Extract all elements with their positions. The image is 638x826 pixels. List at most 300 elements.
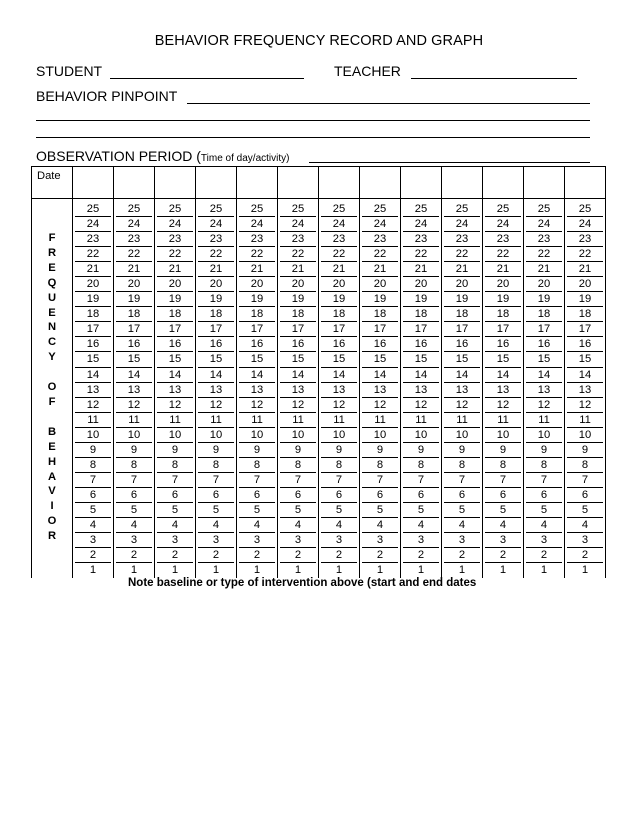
- frequency-value[interactable]: 16: [360, 337, 400, 352]
- date-cell[interactable]: [196, 167, 237, 199]
- frequency-value[interactable]: 24: [401, 217, 441, 232]
- frequency-value[interactable]: 1: [171, 564, 179, 577]
- frequency-value[interactable]: 10: [524, 428, 564, 443]
- frequency-value[interactable]: 21: [360, 262, 400, 277]
- frequency-value[interactable]: 14: [442, 368, 482, 383]
- frequency-value[interactable]: 24: [196, 217, 236, 232]
- frequency-value[interactable]: 25: [196, 202, 236, 217]
- frequency-value[interactable]: 19: [483, 292, 523, 307]
- frequency-value[interactable]: 2: [114, 548, 154, 563]
- frequency-value[interactable]: 6: [114, 488, 154, 503]
- frequency-value[interactable]: 15: [360, 352, 400, 367]
- frequency-value[interactable]: 8: [319, 458, 359, 473]
- frequency-value[interactable]: 14: [73, 368, 113, 383]
- frequency-value[interactable]: 18: [237, 307, 277, 322]
- frequency-value[interactable]: 25: [442, 202, 482, 217]
- frequency-value[interactable]: 20: [483, 277, 523, 292]
- date-cell[interactable]: [360, 167, 401, 199]
- frequency-value[interactable]: 12: [319, 398, 359, 413]
- frequency-value[interactable]: 6: [565, 488, 605, 503]
- frequency-value[interactable]: 15: [401, 352, 441, 367]
- frequency-value[interactable]: 23: [565, 232, 605, 247]
- frequency-value[interactable]: 21: [565, 262, 605, 277]
- frequency-value[interactable]: 22: [114, 247, 154, 262]
- frequency-value[interactable]: 20: [524, 277, 564, 292]
- frequency-value[interactable]: 25: [155, 202, 195, 217]
- frequency-value[interactable]: 25: [319, 202, 359, 217]
- frequency-value[interactable]: 24: [155, 217, 195, 232]
- frequency-value[interactable]: 1: [89, 564, 97, 577]
- frequency-value[interactable]: 1: [581, 564, 589, 577]
- frequency-value[interactable]: 7: [155, 473, 195, 488]
- frequency-value[interactable]: 17: [237, 322, 277, 337]
- frequency-value[interactable]: 19: [442, 292, 482, 307]
- frequency-value[interactable]: 8: [114, 458, 154, 473]
- frequency-value[interactable]: 11: [114, 413, 154, 428]
- frequency-value[interactable]: 12: [73, 398, 113, 413]
- frequency-value[interactable]: 1: [540, 564, 548, 577]
- frequency-value[interactable]: 24: [442, 217, 482, 232]
- frequency-value[interactable]: 19: [237, 292, 277, 307]
- frequency-value[interactable]: 11: [73, 413, 113, 428]
- frequency-value[interactable]: 18: [73, 307, 113, 322]
- frequency-value[interactable]: 13: [237, 383, 277, 398]
- frequency-value[interactable]: 6: [278, 488, 318, 503]
- frequency-value[interactable]: 24: [360, 217, 400, 232]
- frequency-value[interactable]: 18: [155, 307, 195, 322]
- frequency-value[interactable]: 5: [442, 503, 482, 518]
- frequency-value[interactable]: 16: [565, 337, 605, 352]
- frequency-value[interactable]: 21: [114, 262, 154, 277]
- frequency-value[interactable]: 5: [73, 503, 113, 518]
- behavior-pinpoint-line-2[interactable]: [36, 120, 590, 121]
- frequency-value[interactable]: 3: [278, 533, 318, 548]
- frequency-value[interactable]: 14: [524, 368, 564, 383]
- frequency-value[interactable]: 1: [376, 564, 384, 577]
- frequency-value[interactable]: 25: [73, 202, 113, 217]
- frequency-value[interactable]: 19: [360, 292, 400, 307]
- frequency-value[interactable]: 13: [401, 383, 441, 398]
- date-cell[interactable]: [401, 167, 442, 199]
- frequency-value[interactable]: 18: [483, 307, 523, 322]
- frequency-value[interactable]: 14: [360, 368, 400, 383]
- frequency-value[interactable]: 20: [565, 277, 605, 292]
- frequency-value[interactable]: 20: [237, 277, 277, 292]
- frequency-value[interactable]: 10: [278, 428, 318, 443]
- frequency-value[interactable]: 13: [483, 383, 523, 398]
- frequency-value[interactable]: 21: [401, 262, 441, 277]
- frequency-value[interactable]: 16: [114, 337, 154, 352]
- frequency-value[interactable]: 21: [442, 262, 482, 277]
- frequency-value[interactable]: 21: [155, 262, 195, 277]
- frequency-value[interactable]: 23: [483, 232, 523, 247]
- frequency-value[interactable]: 2: [401, 548, 441, 563]
- frequency-value[interactable]: 22: [73, 247, 113, 262]
- frequency-value[interactable]: 8: [442, 458, 482, 473]
- frequency-value[interactable]: 16: [237, 337, 277, 352]
- frequency-value[interactable]: 6: [73, 488, 113, 503]
- frequency-value[interactable]: 18: [278, 307, 318, 322]
- frequency-value[interactable]: 8: [196, 458, 236, 473]
- frequency-value[interactable]: 23: [237, 232, 277, 247]
- frequency-value[interactable]: 23: [155, 232, 195, 247]
- frequency-value[interactable]: 10: [237, 428, 277, 443]
- frequency-value[interactable]: 15: [237, 352, 277, 367]
- frequency-value[interactable]: 12: [237, 398, 277, 413]
- frequency-value[interactable]: 23: [196, 232, 236, 247]
- frequency-value[interactable]: 17: [155, 322, 195, 337]
- frequency-value[interactable]: 14: [483, 368, 523, 383]
- frequency-value[interactable]: 2: [319, 548, 359, 563]
- frequency-value[interactable]: 9: [196, 443, 236, 458]
- frequency-value[interactable]: 8: [565, 458, 605, 473]
- frequency-value[interactable]: 6: [196, 488, 236, 503]
- frequency-value[interactable]: 20: [360, 277, 400, 292]
- frequency-value[interactable]: 2: [442, 548, 482, 563]
- date-cell[interactable]: [319, 167, 360, 199]
- frequency-value[interactable]: 11: [360, 413, 400, 428]
- frequency-value[interactable]: 2: [360, 548, 400, 563]
- date-cell[interactable]: [483, 167, 524, 199]
- frequency-value[interactable]: 8: [237, 458, 277, 473]
- frequency-value[interactable]: 5: [360, 503, 400, 518]
- behavior-pinpoint-line-3[interactable]: [36, 137, 590, 138]
- frequency-value[interactable]: 19: [401, 292, 441, 307]
- frequency-value[interactable]: 19: [319, 292, 359, 307]
- frequency-value[interactable]: 13: [360, 383, 400, 398]
- frequency-value[interactable]: 13: [442, 383, 482, 398]
- frequency-value[interactable]: 9: [565, 443, 605, 458]
- frequency-value[interactable]: 5: [114, 503, 154, 518]
- frequency-value[interactable]: 12: [278, 398, 318, 413]
- frequency-value[interactable]: 17: [319, 322, 359, 337]
- frequency-value[interactable]: 1: [458, 564, 466, 577]
- teacher-field[interactable]: [411, 78, 577, 79]
- frequency-value[interactable]: 17: [360, 322, 400, 337]
- frequency-value[interactable]: 12: [196, 398, 236, 413]
- date-cell[interactable]: [114, 167, 155, 199]
- frequency-value[interactable]: 10: [565, 428, 605, 443]
- frequency-value[interactable]: 14: [155, 368, 195, 383]
- frequency-value[interactable]: 3: [565, 533, 605, 548]
- frequency-value[interactable]: 17: [401, 322, 441, 337]
- frequency-value[interactable]: 6: [360, 488, 400, 503]
- frequency-value[interactable]: 4: [319, 518, 359, 533]
- date-cell[interactable]: [278, 167, 319, 199]
- frequency-value[interactable]: 23: [524, 232, 564, 247]
- frequency-value[interactable]: 3: [401, 533, 441, 548]
- frequency-value[interactable]: 10: [401, 428, 441, 443]
- frequency-value[interactable]: 22: [401, 247, 441, 262]
- frequency-value[interactable]: 5: [401, 503, 441, 518]
- date-cell[interactable]: [442, 167, 483, 199]
- frequency-value[interactable]: 19: [565, 292, 605, 307]
- frequency-value[interactable]: 13: [155, 383, 195, 398]
- date-cell[interactable]: [155, 167, 196, 199]
- frequency-value[interactable]: 5: [483, 503, 523, 518]
- frequency-value[interactable]: 13: [565, 383, 605, 398]
- frequency-value[interactable]: 6: [319, 488, 359, 503]
- frequency-value[interactable]: 18: [114, 307, 154, 322]
- frequency-value[interactable]: 15: [114, 352, 154, 367]
- frequency-value[interactable]: 1: [212, 564, 220, 577]
- frequency-value[interactable]: 21: [483, 262, 523, 277]
- frequency-value[interactable]: 3: [196, 533, 236, 548]
- frequency-value[interactable]: 18: [401, 307, 441, 322]
- frequency-value[interactable]: 9: [237, 443, 277, 458]
- frequency-value[interactable]: 17: [483, 322, 523, 337]
- frequency-value[interactable]: 9: [524, 443, 564, 458]
- frequency-value[interactable]: 4: [524, 518, 564, 533]
- frequency-value[interactable]: 24: [565, 217, 605, 232]
- frequency-value[interactable]: 5: [237, 503, 277, 518]
- frequency-value[interactable]: 22: [155, 247, 195, 262]
- frequency-value[interactable]: 24: [114, 217, 154, 232]
- frequency-value[interactable]: 21: [73, 262, 113, 277]
- frequency-value[interactable]: 7: [237, 473, 277, 488]
- frequency-value[interactable]: 1: [130, 564, 138, 577]
- frequency-value[interactable]: 17: [442, 322, 482, 337]
- frequency-value[interactable]: 25: [401, 202, 441, 217]
- frequency-value[interactable]: 13: [73, 383, 113, 398]
- frequency-value[interactable]: 11: [401, 413, 441, 428]
- frequency-value[interactable]: 7: [278, 473, 318, 488]
- date-cell[interactable]: [73, 167, 114, 199]
- frequency-value[interactable]: 15: [524, 352, 564, 367]
- frequency-value[interactable]: 17: [114, 322, 154, 337]
- frequency-value[interactable]: 12: [155, 398, 195, 413]
- frequency-value[interactable]: 1: [294, 564, 302, 577]
- frequency-value[interactable]: 4: [196, 518, 236, 533]
- frequency-value[interactable]: 3: [360, 533, 400, 548]
- frequency-value[interactable]: 19: [524, 292, 564, 307]
- frequency-value[interactable]: 4: [360, 518, 400, 533]
- frequency-value[interactable]: 22: [360, 247, 400, 262]
- frequency-value[interactable]: 12: [360, 398, 400, 413]
- frequency-value[interactable]: 6: [237, 488, 277, 503]
- frequency-value[interactable]: 21: [524, 262, 564, 277]
- frequency-value[interactable]: 19: [73, 292, 113, 307]
- frequency-value[interactable]: 24: [237, 217, 277, 232]
- frequency-value[interactable]: 17: [196, 322, 236, 337]
- frequency-value[interactable]: 6: [401, 488, 441, 503]
- frequency-value[interactable]: 13: [196, 383, 236, 398]
- frequency-value[interactable]: 16: [401, 337, 441, 352]
- frequency-value[interactable]: 14: [114, 368, 154, 383]
- frequency-value[interactable]: 22: [565, 247, 605, 262]
- frequency-value[interactable]: 19: [155, 292, 195, 307]
- frequency-value[interactable]: 1: [499, 564, 507, 577]
- frequency-value[interactable]: 7: [524, 473, 564, 488]
- frequency-value[interactable]: 2: [524, 548, 564, 563]
- frequency-value[interactable]: 9: [442, 443, 482, 458]
- frequency-value[interactable]: 10: [196, 428, 236, 443]
- frequency-value[interactable]: 8: [155, 458, 195, 473]
- frequency-value[interactable]: 21: [237, 262, 277, 277]
- frequency-value[interactable]: 7: [565, 473, 605, 488]
- frequency-value[interactable]: 5: [565, 503, 605, 518]
- frequency-value[interactable]: 7: [196, 473, 236, 488]
- frequency-value[interactable]: 9: [319, 443, 359, 458]
- frequency-value[interactable]: 22: [237, 247, 277, 262]
- frequency-value[interactable]: 16: [278, 337, 318, 352]
- frequency-value[interactable]: 15: [73, 352, 113, 367]
- frequency-value[interactable]: 5: [155, 503, 195, 518]
- frequency-value[interactable]: 4: [155, 518, 195, 533]
- frequency-value[interactable]: 4: [401, 518, 441, 533]
- frequency-value[interactable]: 17: [278, 322, 318, 337]
- date-cell[interactable]: [524, 167, 565, 199]
- frequency-value[interactable]: 9: [360, 443, 400, 458]
- frequency-value[interactable]: 1: [253, 564, 261, 577]
- frequency-value[interactable]: 9: [155, 443, 195, 458]
- frequency-value[interactable]: 22: [319, 247, 359, 262]
- frequency-value[interactable]: 9: [278, 443, 318, 458]
- frequency-value[interactable]: 7: [360, 473, 400, 488]
- frequency-value[interactable]: 14: [278, 368, 318, 383]
- frequency-value[interactable]: 11: [196, 413, 236, 428]
- frequency-value[interactable]: 12: [401, 398, 441, 413]
- observation-period-field[interactable]: [309, 162, 590, 163]
- frequency-value[interactable]: 13: [278, 383, 318, 398]
- frequency-value[interactable]: 2: [196, 548, 236, 563]
- frequency-value[interactable]: 10: [319, 428, 359, 443]
- frequency-value[interactable]: 18: [524, 307, 564, 322]
- frequency-value[interactable]: 25: [237, 202, 277, 217]
- frequency-value[interactable]: 24: [524, 217, 564, 232]
- frequency-value[interactable]: 8: [524, 458, 564, 473]
- frequency-value[interactable]: 14: [565, 368, 605, 383]
- frequency-value[interactable]: 6: [442, 488, 482, 503]
- date-cell[interactable]: [237, 167, 278, 199]
- frequency-value[interactable]: 23: [442, 232, 482, 247]
- frequency-value[interactable]: 3: [73, 533, 113, 548]
- frequency-value[interactable]: 11: [483, 413, 523, 428]
- frequency-value[interactable]: 14: [196, 368, 236, 383]
- frequency-value[interactable]: 5: [196, 503, 236, 518]
- frequency-value[interactable]: 14: [401, 368, 441, 383]
- frequency-value[interactable]: 15: [196, 352, 236, 367]
- frequency-value[interactable]: 16: [196, 337, 236, 352]
- frequency-value[interactable]: 7: [483, 473, 523, 488]
- frequency-value[interactable]: 4: [483, 518, 523, 533]
- frequency-value[interactable]: 4: [565, 518, 605, 533]
- frequency-value[interactable]: 2: [278, 548, 318, 563]
- frequency-value[interactable]: 16: [73, 337, 113, 352]
- frequency-value[interactable]: 12: [114, 398, 154, 413]
- frequency-value[interactable]: 21: [196, 262, 236, 277]
- frequency-value[interactable]: 11: [565, 413, 605, 428]
- frequency-value[interactable]: 2: [237, 548, 277, 563]
- date-cell[interactable]: [565, 167, 606, 199]
- frequency-value[interactable]: 16: [442, 337, 482, 352]
- frequency-value[interactable]: 13: [319, 383, 359, 398]
- frequency-value[interactable]: 15: [155, 352, 195, 367]
- frequency-value[interactable]: 23: [114, 232, 154, 247]
- frequency-value[interactable]: 23: [360, 232, 400, 247]
- frequency-value[interactable]: 18: [442, 307, 482, 322]
- frequency-value[interactable]: 22: [278, 247, 318, 262]
- frequency-value[interactable]: 10: [360, 428, 400, 443]
- frequency-value[interactable]: 15: [442, 352, 482, 367]
- frequency-value[interactable]: 20: [73, 277, 113, 292]
- frequency-value[interactable]: 25: [114, 202, 154, 217]
- frequency-value[interactable]: 20: [278, 277, 318, 292]
- frequency-value[interactable]: 6: [155, 488, 195, 503]
- frequency-value[interactable]: 15: [278, 352, 318, 367]
- frequency-value[interactable]: 20: [319, 277, 359, 292]
- frequency-value[interactable]: 4: [237, 518, 277, 533]
- frequency-value[interactable]: 1: [335, 564, 343, 577]
- frequency-value[interactable]: 1: [417, 564, 425, 577]
- frequency-value[interactable]: 17: [524, 322, 564, 337]
- frequency-value[interactable]: 11: [442, 413, 482, 428]
- frequency-value[interactable]: 9: [114, 443, 154, 458]
- frequency-value[interactable]: 25: [565, 202, 605, 217]
- frequency-value[interactable]: 22: [524, 247, 564, 262]
- frequency-value[interactable]: 3: [319, 533, 359, 548]
- frequency-value[interactable]: 2: [155, 548, 195, 563]
- frequency-value[interactable]: 23: [401, 232, 441, 247]
- frequency-value[interactable]: 14: [319, 368, 359, 383]
- frequency-value[interactable]: 25: [483, 202, 523, 217]
- frequency-value[interactable]: 24: [73, 217, 113, 232]
- student-field[interactable]: [110, 78, 304, 79]
- frequency-value[interactable]: 11: [524, 413, 564, 428]
- frequency-value[interactable]: 11: [319, 413, 359, 428]
- frequency-value[interactable]: 10: [155, 428, 195, 443]
- frequency-value[interactable]: 4: [73, 518, 113, 533]
- frequency-value[interactable]: 12: [524, 398, 564, 413]
- frequency-value[interactable]: 17: [73, 322, 113, 337]
- frequency-value[interactable]: 15: [483, 352, 523, 367]
- frequency-value[interactable]: 4: [114, 518, 154, 533]
- frequency-value[interactable]: 20: [442, 277, 482, 292]
- frequency-value[interactable]: 22: [483, 247, 523, 262]
- frequency-value[interactable]: 13: [114, 383, 154, 398]
- frequency-value[interactable]: 18: [319, 307, 359, 322]
- frequency-value[interactable]: 18: [196, 307, 236, 322]
- frequency-value[interactable]: 25: [360, 202, 400, 217]
- frequency-value[interactable]: 17: [565, 322, 605, 337]
- frequency-value[interactable]: 11: [237, 413, 277, 428]
- frequency-value[interactable]: 10: [73, 428, 113, 443]
- frequency-value[interactable]: 7: [114, 473, 154, 488]
- frequency-value[interactable]: 24: [278, 217, 318, 232]
- frequency-value[interactable]: 2: [483, 548, 523, 563]
- frequency-value[interactable]: 5: [524, 503, 564, 518]
- frequency-value[interactable]: 8: [73, 458, 113, 473]
- frequency-value[interactable]: 24: [483, 217, 523, 232]
- frequency-value[interactable]: 16: [483, 337, 523, 352]
- frequency-value[interactable]: 9: [73, 443, 113, 458]
- frequency-value[interactable]: 2: [73, 548, 113, 563]
- frequency-value[interactable]: 19: [196, 292, 236, 307]
- frequency-value[interactable]: 23: [319, 232, 359, 247]
- frequency-value[interactable]: 22: [196, 247, 236, 262]
- frequency-value[interactable]: 16: [524, 337, 564, 352]
- frequency-value[interactable]: 8: [483, 458, 523, 473]
- frequency-value[interactable]: 7: [442, 473, 482, 488]
- frequency-value[interactable]: 20: [155, 277, 195, 292]
- frequency-value[interactable]: 10: [114, 428, 154, 443]
- frequency-value[interactable]: 8: [278, 458, 318, 473]
- behavior-pinpoint-field[interactable]: [187, 103, 590, 104]
- frequency-value[interactable]: 18: [565, 307, 605, 322]
- frequency-value[interactable]: 15: [565, 352, 605, 367]
- frequency-value[interactable]: 25: [278, 202, 318, 217]
- frequency-value[interactable]: 8: [401, 458, 441, 473]
